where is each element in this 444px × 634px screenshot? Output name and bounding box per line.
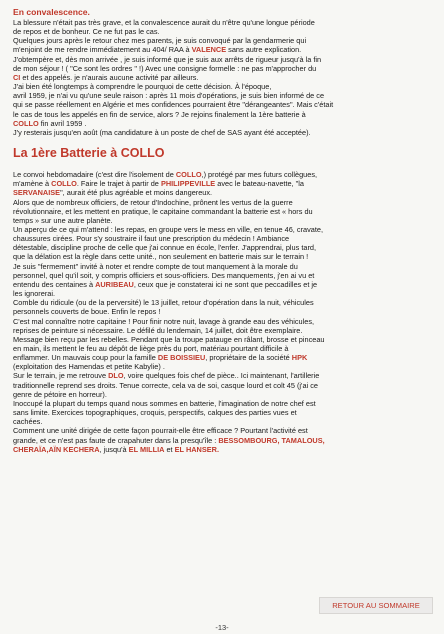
section-title-convalescence: En convalescence. xyxy=(13,7,90,17)
place-name-highlight: PHILIPPEVILLE xyxy=(160,179,216,189)
text-segment: Comble du ridicule (ou de la perversité) le 13 juillet, retour d'opération dans la nuit, véhicules xyxy=(13,298,314,308)
text-line xyxy=(13,55,430,64)
text-segment: et des appelés. je n'aurais aucune activité par ailleurs. xyxy=(20,72,199,82)
text-segment: chaussures cirées. Pour s'y soustraire il faut une prescription du médecin ! Ambiance xyxy=(13,234,290,244)
text-line xyxy=(13,128,430,137)
text-segment: , jusqu'à xyxy=(99,444,129,454)
text-line xyxy=(13,188,430,197)
text-segment: . Faire le trajet à partir de xyxy=(76,179,161,189)
place-name-highlight: CI xyxy=(13,72,21,82)
text-segment: de repos et de bonheur. Ce ne fut pas le cas. xyxy=(13,27,160,37)
text-segment: J'obtempère et, dès mon arrivée , je suis informé que je suis aux arrêts de rigueur jusqu'à la fin xyxy=(13,54,322,64)
text-line xyxy=(13,100,430,109)
text-line xyxy=(13,362,430,371)
text-line xyxy=(13,91,430,100)
text-line xyxy=(13,298,430,307)
text-line xyxy=(13,280,430,289)
text-segment: sans limite. Exercices topographiques, croquis, perspectifs, calques des parties vues et xyxy=(13,408,297,418)
text-segment: que la délation est la règle dans cette unité., non seulement en batterie mais sur le terrain ! xyxy=(13,252,309,262)
text-segment: personnels couverts de boue. Enfin le repos ! xyxy=(13,307,161,317)
text-line xyxy=(13,119,430,128)
text-line xyxy=(13,252,430,261)
place-name-highlight: SERVANAISE xyxy=(13,188,61,198)
text-segment: qui se passe réellement en Algérie et mes confidences pourraient être "dérangeantes". Mais c'était xyxy=(13,100,334,110)
text-line xyxy=(13,207,430,216)
place-name-highlight: COLLO xyxy=(51,179,77,189)
place-name-highlight: CHERAÏA,AÏN KECHERA xyxy=(13,444,100,454)
place-name-highlight: COLLO xyxy=(175,170,202,180)
text-segment: cachées. xyxy=(13,417,43,427)
text-segment: enflammer. Un mauvais coup pour la famille xyxy=(13,353,158,363)
text-segment: Le convoi hebdomadaire (c'est dire l'isolement de xyxy=(13,170,176,180)
text-segment: ", aurait été plus agréable et moins dangereux. xyxy=(60,188,213,198)
text-line xyxy=(13,243,430,252)
text-line xyxy=(13,110,430,119)
text-segment: sans autre explication. xyxy=(226,45,302,55)
text-line xyxy=(13,326,430,335)
text-line xyxy=(13,445,430,454)
section-body-convalescence xyxy=(13,18,430,137)
text-segment: genre de pétoire en horreur). xyxy=(13,389,107,399)
page-number: -13- xyxy=(215,623,229,632)
text-segment: Sur le terrain, je me retrouve xyxy=(13,371,109,381)
place-name-highlight: HPK xyxy=(291,353,308,363)
text-segment: les ignorerai. xyxy=(13,289,56,299)
text-segment: ,) protégé par mes futurs collègues, xyxy=(201,170,318,180)
text-segment: La blessure n'était pas très grave, et la convalescence aurait du n'être qu'une longue période xyxy=(13,18,315,27)
place-name-highlight: VALENCE xyxy=(191,45,227,55)
text-line xyxy=(13,170,430,179)
text-line xyxy=(13,179,430,188)
text-line xyxy=(13,27,430,36)
text-segment: reprises de peinture si nécessaire. Le défilé du lendemain, 14 juillet, doit être exemplaire. xyxy=(13,325,303,335)
text-line xyxy=(13,262,430,271)
text-line xyxy=(13,82,430,91)
text-line xyxy=(13,36,430,45)
place-name-highlight: EL MILLIA xyxy=(128,444,165,454)
text-line xyxy=(13,417,430,426)
text-segment: , ceux que je constaterai ici ne sont que peccadilles et je xyxy=(133,279,318,289)
text-line xyxy=(13,198,430,207)
text-line xyxy=(13,408,430,417)
place-name-highlight: BESSOMBOURG, TAMALOUS, xyxy=(218,435,325,445)
text-segment: C'est mal connaître notre capitaine ! Pour finir notre nuit, lavage à grande eau des véhicules, xyxy=(13,316,315,326)
text-line xyxy=(13,371,430,380)
text-line xyxy=(13,18,430,27)
text-segment: de mon séjour ! ( "Ce sont les ordres " !) Avec une consigne formelle : ne pas m'approcher du xyxy=(13,63,317,73)
text-line xyxy=(13,335,430,344)
text-line xyxy=(13,317,430,326)
text-line xyxy=(13,426,430,435)
text-segment: J'ai bien été longtemps à comprendre le pourquoi de cette décision. À l'époque, xyxy=(13,82,272,92)
text-line xyxy=(13,436,430,445)
text-line xyxy=(13,353,430,362)
text-line xyxy=(13,399,430,408)
text-line xyxy=(13,225,430,234)
text-segment: grande, et ce n'est pas faute de crapahuter dans la presqu'île : xyxy=(13,435,219,445)
text-segment: temps » sur une autre planète. xyxy=(13,215,113,225)
text-segment: m'enjoint de me rendre immédiatement au 404/ RAA à xyxy=(13,45,192,55)
text-line xyxy=(13,390,430,399)
text-segment: le cas de tous les appelés en fin de service, alors ? Je rejoins finalement la 1ère batterie à xyxy=(13,109,306,119)
text-segment: m'amène à xyxy=(13,179,52,189)
text-segment: révolutionnaire, et les mettent en pratique, le capitaine commandant la batterie est « hors du xyxy=(13,206,313,216)
text-line xyxy=(13,234,430,243)
text-segment: (exploitation des Hamendas et petite Kabylie) . xyxy=(13,362,165,372)
text-line xyxy=(13,216,430,225)
text-line xyxy=(13,271,430,280)
text-line xyxy=(13,289,430,298)
place-name-highlight: AURIBEAU xyxy=(95,279,134,289)
section-body-batterie-collo xyxy=(13,170,430,454)
text-segment: J'y resterais jusqu'en août (ma candidature à un poste de chef de SAS ayant été acceptée). xyxy=(13,127,311,137)
text-line xyxy=(13,307,430,316)
text-segment: personnel, quel qu'il soit, y compris officiers et sous-officiers. Des manquements, j'en ai vu et xyxy=(13,270,315,280)
return-to-contents-button[interactable]: RETOUR AU SOMMAIRE xyxy=(319,597,433,614)
text-line xyxy=(13,64,430,73)
place-name-highlight: DE BOISSIEU xyxy=(157,353,206,363)
text-segment: détestable, discipline proche de celle que j'ai connue en école, l'enfer. J'apprendrai, plus tard, xyxy=(13,243,317,253)
text-line xyxy=(13,344,430,353)
place-name-highlight: DLO xyxy=(108,371,124,381)
text-segment: Inoccupé la plupart du temps quand nous sommes en batterie, l'imagination de notre chef est xyxy=(13,398,316,408)
text-segment: Message bien reçu par les rebelles. Pendant que la troupe patauge en râlant, brosse et pinceau xyxy=(13,334,325,344)
text-line xyxy=(13,45,430,54)
section-title-batterie-collo: La 1ère Batterie à COLLO xyxy=(13,146,165,161)
text-segment: avec le bateau-navette, "la xyxy=(215,179,304,189)
text-segment: traditionnelle reprend ses droits. Tenue correcte, cela va de soi, casque lourd et colt 45 (j'ai ce xyxy=(13,380,318,390)
text-segment: fin avril 1959 . xyxy=(38,118,87,128)
text-segment: Un aperçu de ce qui m'attend : les repas, en groupe vers le mess en ville, en tenue 46, cravate, xyxy=(13,224,324,234)
text-segment: en main, ils mettent le feu au dépôt de liège près du port, matériau pourtant difficile à xyxy=(13,344,289,353)
text-segment: et xyxy=(164,444,175,454)
text-segment: , propriétaire de la société xyxy=(205,353,292,363)
text-segment: Je suis "fermement" invité à noter et rendre compte de tout manquement à la morale du xyxy=(13,261,298,271)
text-line xyxy=(13,381,430,390)
text-segment: Quelques jours après le retour chez mes parents, je suis convoqué par la gendarmerie qui xyxy=(13,36,307,46)
text-segment: entendu des centaines à xyxy=(13,279,96,289)
place-name-highlight: EL HANSER. xyxy=(174,444,219,454)
text-segment: , voire quelques fois chef de pièce.. Ici maintenant, l'artillerie xyxy=(123,371,320,381)
place-name-highlight: COLLO xyxy=(13,118,39,128)
text-segment: avril 1959, je n'ai vu qu'une seule raison : après 11 mois d'opérations, je suis bien informé de ce xyxy=(13,91,325,101)
text-segment: Comment une unité dirigée de cette façon pourrait-elle être efficace ? Pourtant l'activité est xyxy=(13,426,308,436)
text-segment: Alors que de nombreux officiers, de retour d'Indochine, prônent les vertus de la guerre xyxy=(13,197,293,207)
text-line xyxy=(13,73,430,82)
